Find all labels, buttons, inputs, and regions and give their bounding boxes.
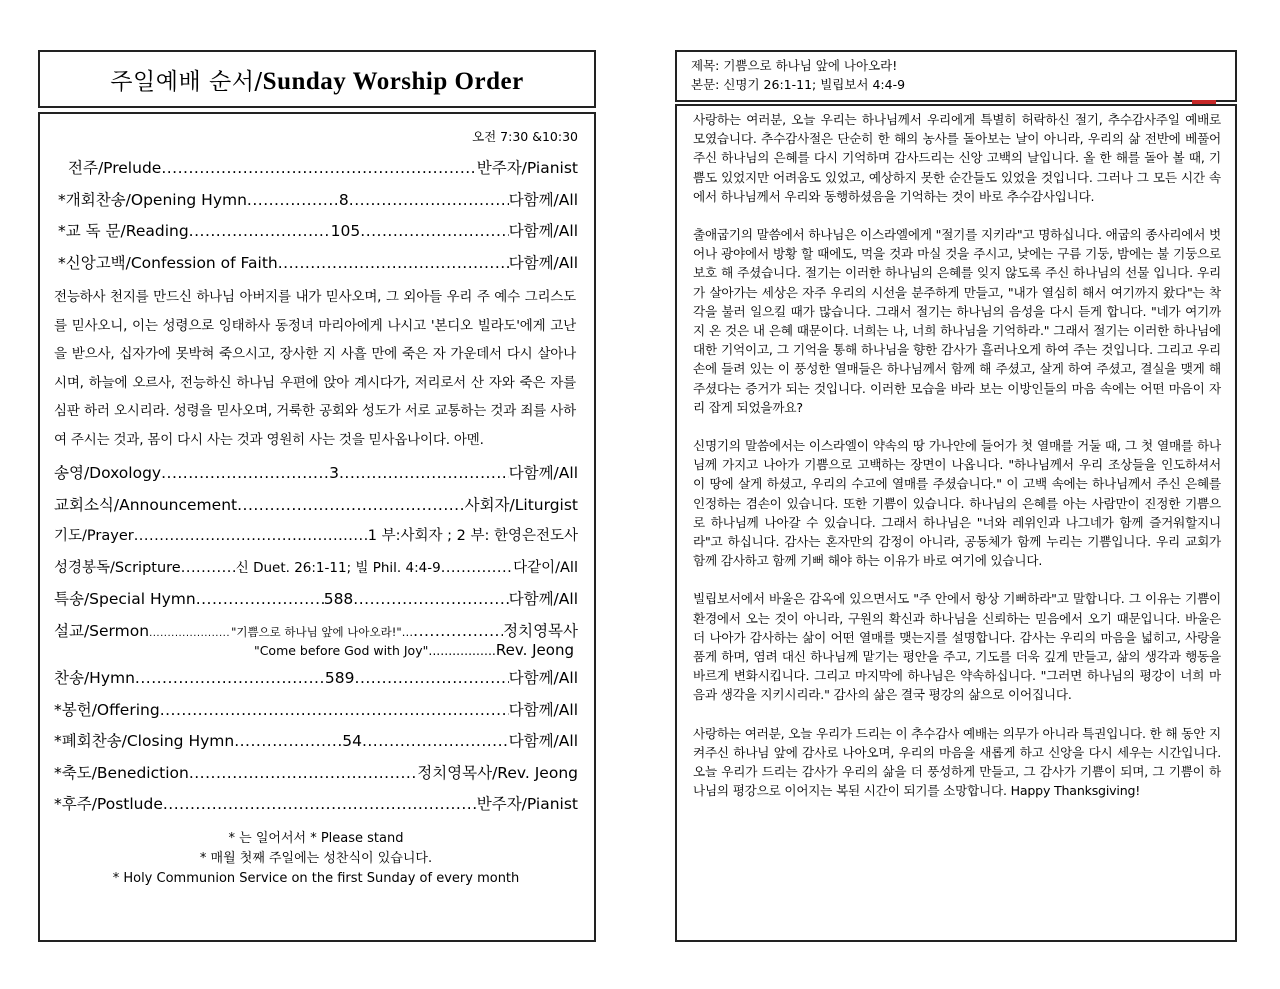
order-row: 기도/Prayer ..... 1 부:사회자 ; 2 부: 한영은전도사 bbox=[54, 521, 578, 553]
order-list-mid bbox=[54, 458, 578, 616]
worship-order-box bbox=[38, 112, 596, 942]
sermon-scripture: 본문: 신명기 26:1-11; 빌립보서 4:4-9 bbox=[691, 77, 906, 92]
order-row: *개회찬송/Opening Hymn ..... 8 ..... 다함께/All bbox=[54, 185, 578, 217]
sermon-paragraph: 사랑하는 여러분, 오늘 우리는 하나님께서 우리에게 특별히 허락하신 절기, 추수감사주일 예배로 모였습니다. 추수감사절은 단순히 한 해의 농사를 돌아보는 날이 아니라, 우리의 삶 전반에 베풀어 주신 하나님의 은혜를 다시 기억하며 감사드리는 신앙 고백의 날입니다. 올 한 해를 돌아 볼 때, 기쁨도 있었지만 어려움도 있었고, 예상하지 못한 순간들도 있었을 것입니다. 그러나 그 모든 시간 속에서 하나님께서 우리와 동행하셨음을 기억하는 것이 바로 추수감사입니다. bbox=[693, 112, 1221, 204]
order-list-top bbox=[54, 153, 578, 279]
sermon-header-box bbox=[675, 50, 1237, 102]
title-korean: 주일예배 순서/ bbox=[110, 68, 263, 95]
sermon-body-box bbox=[675, 104, 1237, 942]
order-row: 특송/Special Hymn ..... 588 ..... 다함께/All bbox=[54, 584, 578, 616]
order-list-bottom bbox=[54, 663, 578, 821]
sermon-paragraph: 사랑하는 여러분, 오늘 우리가 드리는 이 추수감사 예배는 의무가 아니라 특권입니다. 한 해 동안 지켜주신 하나님 앞에 감사로 나아오며, 우리의 마음을 새롭게 하고 신앙을 다시 세우는 시간입니다. 오늘 우리가 드리는 감사가 우리의 삶을 더 풍성하게 만들고, 그 감사가 기쁨이 되며, 그 기쁨이 하나님의 평강으로 이어지는 복된 시간이 되기를 소망합니다. Happy Thanksgiving! bbox=[693, 725, 1221, 799]
order-row: 교회소식/Announcement ..... 사회자/Liturgist bbox=[54, 490, 578, 522]
footnotes bbox=[54, 829, 578, 889]
order-row: *신앙고백/Confession of Faith ..... 다함께/All bbox=[54, 248, 578, 280]
order-row: 성경봉독/Scripture ..... 신 Duet. 26:1-11; 빌 Phil. 4:4-9 ..... 다같이/All bbox=[54, 553, 578, 585]
title-english: Sunday Worship Order bbox=[262, 67, 524, 95]
sermon-paragraph: 빌립보서에서 바울은 감옥에 있으면서도 "주 안에서 항상 기뻐하라"고 말합니다. 그 이유는 기쁨이 환경에서 오는 것이 아니라, 구원의 확신과 하나님을 신뢰하는 믿음에서 오기 때문입니다. 바울은 더 나아가 감사하는 삶이 어떤 열매를 맺는지를 설명합니다. 감사는 우리의 마음을 넓히고, 사랑을 품게 하며, 염려 대신 하나님께 맡기는 평안을 주고, 기도를 더욱 깊게 만들고, 삶의 생각과 행동을 바르게 변화시킵니다. 그리고 마지막에 하나님은 약속하십니다. "그러면 하나님의 평강이 너희 마음과 생각을 지키시리라." 감사의 삶은 결국 평강의 삶으로 이어집니다. bbox=[693, 591, 1221, 703]
order-row: *폐회찬송/Closing Hymn ..... 54 ..... 다함께/All bbox=[54, 726, 578, 758]
page-title bbox=[110, 63, 523, 96]
order-row: 설교/Sermon ..... "기쁨으로 하나님 앞에 나아오라!"… ..... 정치영목사 bbox=[54, 616, 578, 648]
order-row: *후주/Postlude ..... 반주자/Pianist bbox=[54, 789, 578, 821]
order-title-box bbox=[38, 50, 596, 108]
sermon-paragraph: 신명기의 말씀에서는 이스라엘이 약속의 땅 가나안에 들어가 첫 열매를 거둘 때, 그 첫 열매를 하나님께 가지고 나아가 기쁨으로 고백하는 장면이 나옵니다. "하나님께서 우리 조상들을 인도하셔서 이 땅에 살게 하셨고, 우리의 수고에 열매를 주셨습니다." 이 고백 속에는 하나님께서 주신 은혜를 인정하는 겸손이 있습니다. 또한 기쁨이 있습니다. 하나님의 은혜를 아는 사람만이 진정한 기쁨으로 하나님께 나아갈 수 있습니다. 그래서 하나님은 "너와 레위인과 나그네가 함께 즐거워할지니라"고 하십니다. 감사는 혼자만의 감정이 아니라, 공동체가 함께 누리는 기쁨입니다. 우리 교회가 함께 감사하고 함께 기뻐 해야 하는 이유가 바로 여기에 있습니다. bbox=[693, 438, 1221, 569]
service-time: 오전 7:30 &10:30 bbox=[472, 129, 578, 144]
order-row: *축도/Benediction ..... 정치영목사/Rev. Jeong bbox=[54, 758, 578, 790]
order-row: *교 독 문/Reading ..... 105 ..... 다함께/All bbox=[54, 216, 578, 248]
order-row: 전주/Prelude ..... 반주자/Pianist bbox=[54, 153, 578, 185]
note-stand: * 는 일어서서 * Please stand bbox=[228, 830, 404, 846]
order-row: *봉헌/Offering ..... 다함께/All bbox=[54, 695, 578, 727]
sermon-english-line: "Come before God with Joy".................Rev. Jeong bbox=[253, 641, 574, 659]
sermon-title: 제목: 기쁨으로 하나님 앞에 나아오라! bbox=[691, 58, 898, 73]
sermon-paragraph: 출애굽기의 말씀에서 하나님은 이스라엘에게 "절기를 지키라"고 명하십니다. 애굽의 종사리에서 벗어나 광야에서 방황 할 때에도, 먹을 것과 마실 것을 주시고, 낮에는 구름 기둥, 밤에는 불 기둥으로 보호 해 주셨습니다. 절기는 이러한 하나님의 은혜를 잊지 않도록 주신 하나님의 선물 입니다. 우리가 살아가는 세상은 자주 우리의 시선을 분주하게 만들고, "내가 열심히 해서 여기까지 왔다"는 착각을 불러 일으킬 때가 많습니다. 그래서 절기는 하나님의 음성을 다시 듣게 합니다. "네가 여기까지 온 것은 내 은혜 때문이다. 너희는 나, 너희 하나님을 기억하라." 그래서 절기는 이러한 하나님에 대한 기억이고, 그 기억을 통해 하나님을 향한 감사가 흘러나오게 하여 주는 것입니다. 그리고 우리 손에 들려 있는 이 풍성한 열매들은 하나님께서 함께 해 주셨고, 살게 하여 주셨고, 결실을 맺게 해 주셨다는 증거가 되는 것입니다. 이러한 모습을 바라 보는 이방인들의 마음 속에는 어떤 마음이 자리 잡게 되었을까요? bbox=[693, 227, 1221, 415]
note-communion-ko: * 매월 첫째 주일에는 성찬식이 있습니다. bbox=[199, 850, 433, 866]
apostles-creed: 전능하사 천지를 만드신 하나님 아버지를 내가 믿사오며, 그 외아들 우리 주 예수 그리스도를 믿사오니, 이는 성령으로 잉태하사 동정녀 마리아에게 나시고 '본디오 빌라도'에게 고난을 받으사, 십자가에 못박혀 죽으시고, 장사한 지 사흘 만에 죽은 자 가운데서 다시 살아나시며, 하늘에 오르사, 전능하신 하나님 우편에 앉아 계시다가, 저리로서 산 자와 죽은 자를 심판 하러 오시리라. 성령을 믿사오며, 거룩한 공회와 성도가 서로 교통하는 것과 죄를 사하여 주시는 것과, 몸이 다시 사는 것과 영원히 사는 것을 믿사옵나이다. 아멘. bbox=[54, 289, 576, 448]
order-row: 찬송/Hymn ..... 589 ..... 다함께/All bbox=[54, 663, 578, 695]
order-row: 송영/Doxology ..... 3 ..... 다함께/All bbox=[54, 458, 578, 490]
note-communion-en: * Holy Communion Service on the first Sunday of every month bbox=[112, 870, 520, 886]
sermon-row bbox=[54, 616, 578, 664]
